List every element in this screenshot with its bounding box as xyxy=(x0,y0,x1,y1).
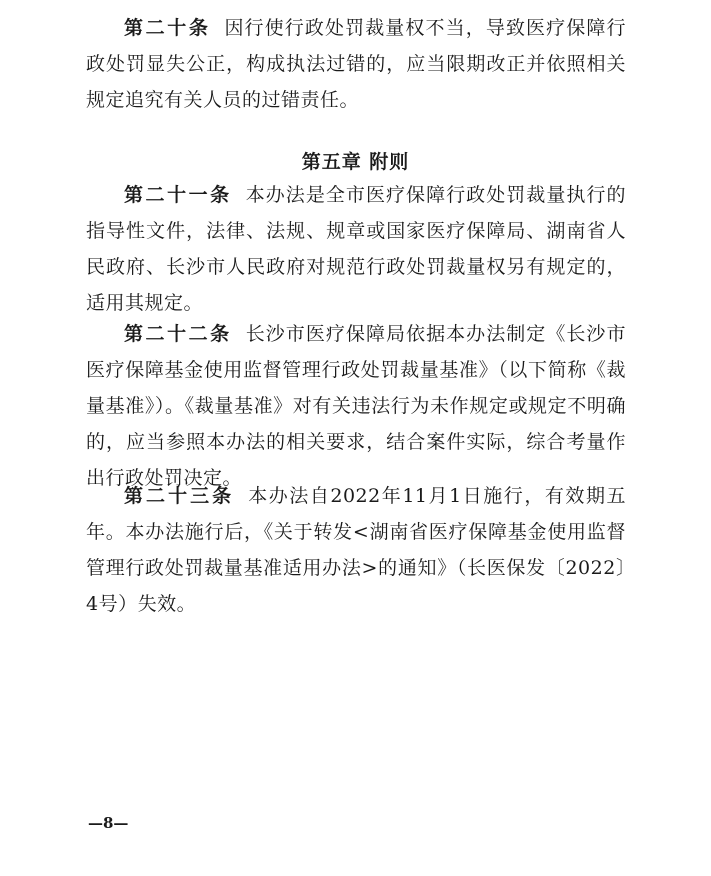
page-number: —8— xyxy=(88,814,129,832)
article-21-number: 第二十一条 xyxy=(124,184,232,206)
article-23-number: 第二十三条 xyxy=(124,485,235,507)
article-23-paragraph xyxy=(86,478,626,622)
chapter-title: 第五章 附则 xyxy=(301,151,410,173)
article-21-text: 本办法是全市医疗保障行政处罚裁量执行的指导性文件，法律、法规、规章或国家医疗保障局、湖南省人民政府、长沙市人民政府对规范行政处罚裁量权另有规定的，适用其规定。 xyxy=(86,184,626,314)
article-23 xyxy=(86,478,626,622)
article-21 xyxy=(86,177,626,321)
article-20-text: 因行使行政处罚裁量权不当，导致医疗保障行政处罚显失公正，构成执法过错的，应当限期改正并依照相关规定追究有关人员的过错责任。 xyxy=(86,17,626,111)
article-20-paragraph xyxy=(86,10,626,118)
article-23-text: 本办法自2022年11月1日施行，有效期五年。本办法施行后，《关于转发<湖南省医疗保障基金使用监督管理行政处罚裁量基准适用办法>的通知》（长医保发〔2022〕4号）失效。 xyxy=(86,485,626,615)
article-22-text: 长沙市医疗保障局依据本办法制定《长沙市医疗保障基金使用监督管理行政处罚裁量基准》（以下简称《裁量基准》）。《裁量基准》对有关违法行为未作规定或规定不明确的，应当参照本办法的相关要求，结合案件实际，综合考量作出行政处罚决定。 xyxy=(86,323,626,489)
article-22-paragraph xyxy=(86,316,626,496)
article-21-paragraph xyxy=(86,177,626,321)
article-20-number: 第二十条 xyxy=(124,17,211,39)
article-20 xyxy=(86,10,626,118)
article-22 xyxy=(86,316,626,496)
article-22-number: 第二十二条 xyxy=(124,323,232,345)
